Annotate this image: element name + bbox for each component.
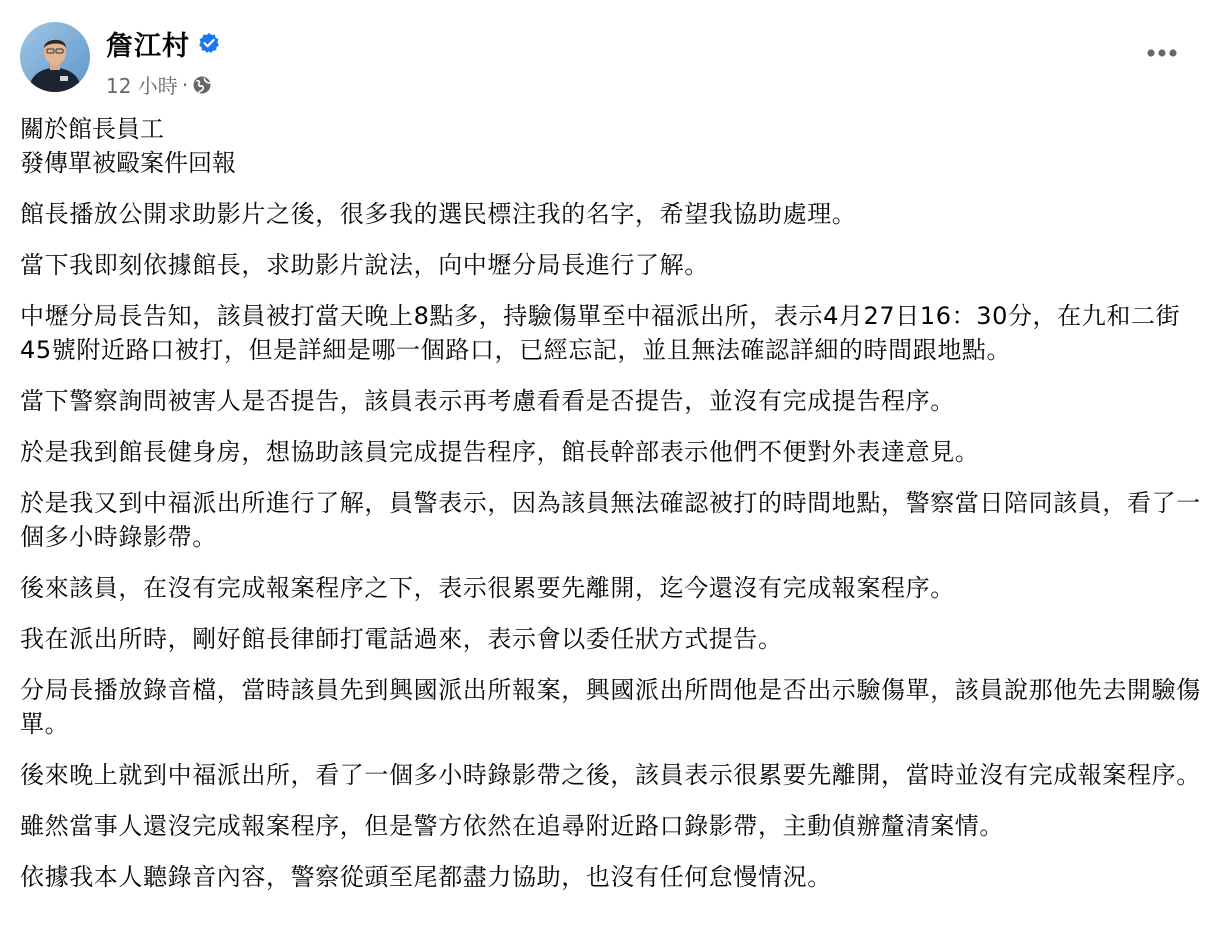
post-body xyxy=(20,112,1210,911)
post-paragraph: 後來晚上就到中福派出所，看了一個多小時錄影帶之後，該員表示很累要先離開，當時並沒有完成報案程序。 xyxy=(20,761,1201,789)
post-paragraph: 我在派出所時，剛好館長律師打電話過來，表示會以委任狀方式提告。 xyxy=(20,625,783,653)
post-paragraph: 中壢分局長告知，該員被打當天晚上8點多，持驗傷單至中福派出所，表示4月27日16：30分，在九和二街45號附近路口被打，但是詳細是哪一個路口，已經忘記，並且無法確認詳細的時間跟地點。 xyxy=(20,302,1181,364)
post-paragraph: 當下我即刻依據館長，求助影片說法，向中壢分局長進行了解。 xyxy=(20,251,709,279)
post-paragraph: 分局長播放錄音檔，當時該員先到興國派出所報案，興國派出所問他是否出示驗傷單，該員說那他先去開驗傷單。 xyxy=(20,676,1201,738)
more-options-icon xyxy=(1147,49,1177,57)
post-paragraph: 於是我到館長健身房，想協助該員完成提告程序，館長幹部表示他們不便對外表達意見。 xyxy=(20,438,980,466)
post-paragraph: 雖然當事人還沒完成報案程序，但是警方依然在追尋附近路口錄影帶，主動偵辦釐清案情。 xyxy=(20,812,1004,840)
post-meta xyxy=(106,22,220,99)
avatar-image xyxy=(20,22,90,92)
author-row xyxy=(106,24,220,62)
post-paragraph: 於是我又到中福派出所進行了解，員警表示，因為該員無法確認被打的時間地點，警察當日陪同該員，看了一個多小時錄影帶。 xyxy=(20,489,1201,551)
post-header xyxy=(20,22,220,99)
post-paragraph: 館長播放公開求助影片之後，很多我的選民標注我的名字，希望我協助處理。 xyxy=(20,200,857,228)
heading-line: 發傳單被毆案件回報 xyxy=(20,149,236,177)
verified-badge-icon xyxy=(198,32,220,54)
more-options-button[interactable] xyxy=(1140,38,1184,68)
post-paragraph: 當下警察詢問被害人是否提告，該員表示再考慮看看是否提告，並沒有完成提告程序。 xyxy=(20,387,955,415)
author-name[interactable]: 詹江村 xyxy=(106,30,190,62)
heading-line: 關於館長員工 xyxy=(20,115,164,143)
author-avatar[interactable] xyxy=(20,22,90,92)
post-timestamp[interactable]: 12 小時 xyxy=(106,74,178,98)
post-paragraph: 依據我本人聽錄音內容，警察從頭至尾都盡力協助，也沒有任何怠慢情況。 xyxy=(20,863,832,891)
post-heading xyxy=(20,112,1210,180)
post-paragraph: 後來該員，在沒有完成報案程序之下，表示很累要先離開，迄今還沒有完成報案程序。 xyxy=(20,574,955,602)
globe-icon[interactable] xyxy=(192,75,212,95)
post-subline xyxy=(106,70,220,99)
separator-dot: · xyxy=(181,72,189,97)
